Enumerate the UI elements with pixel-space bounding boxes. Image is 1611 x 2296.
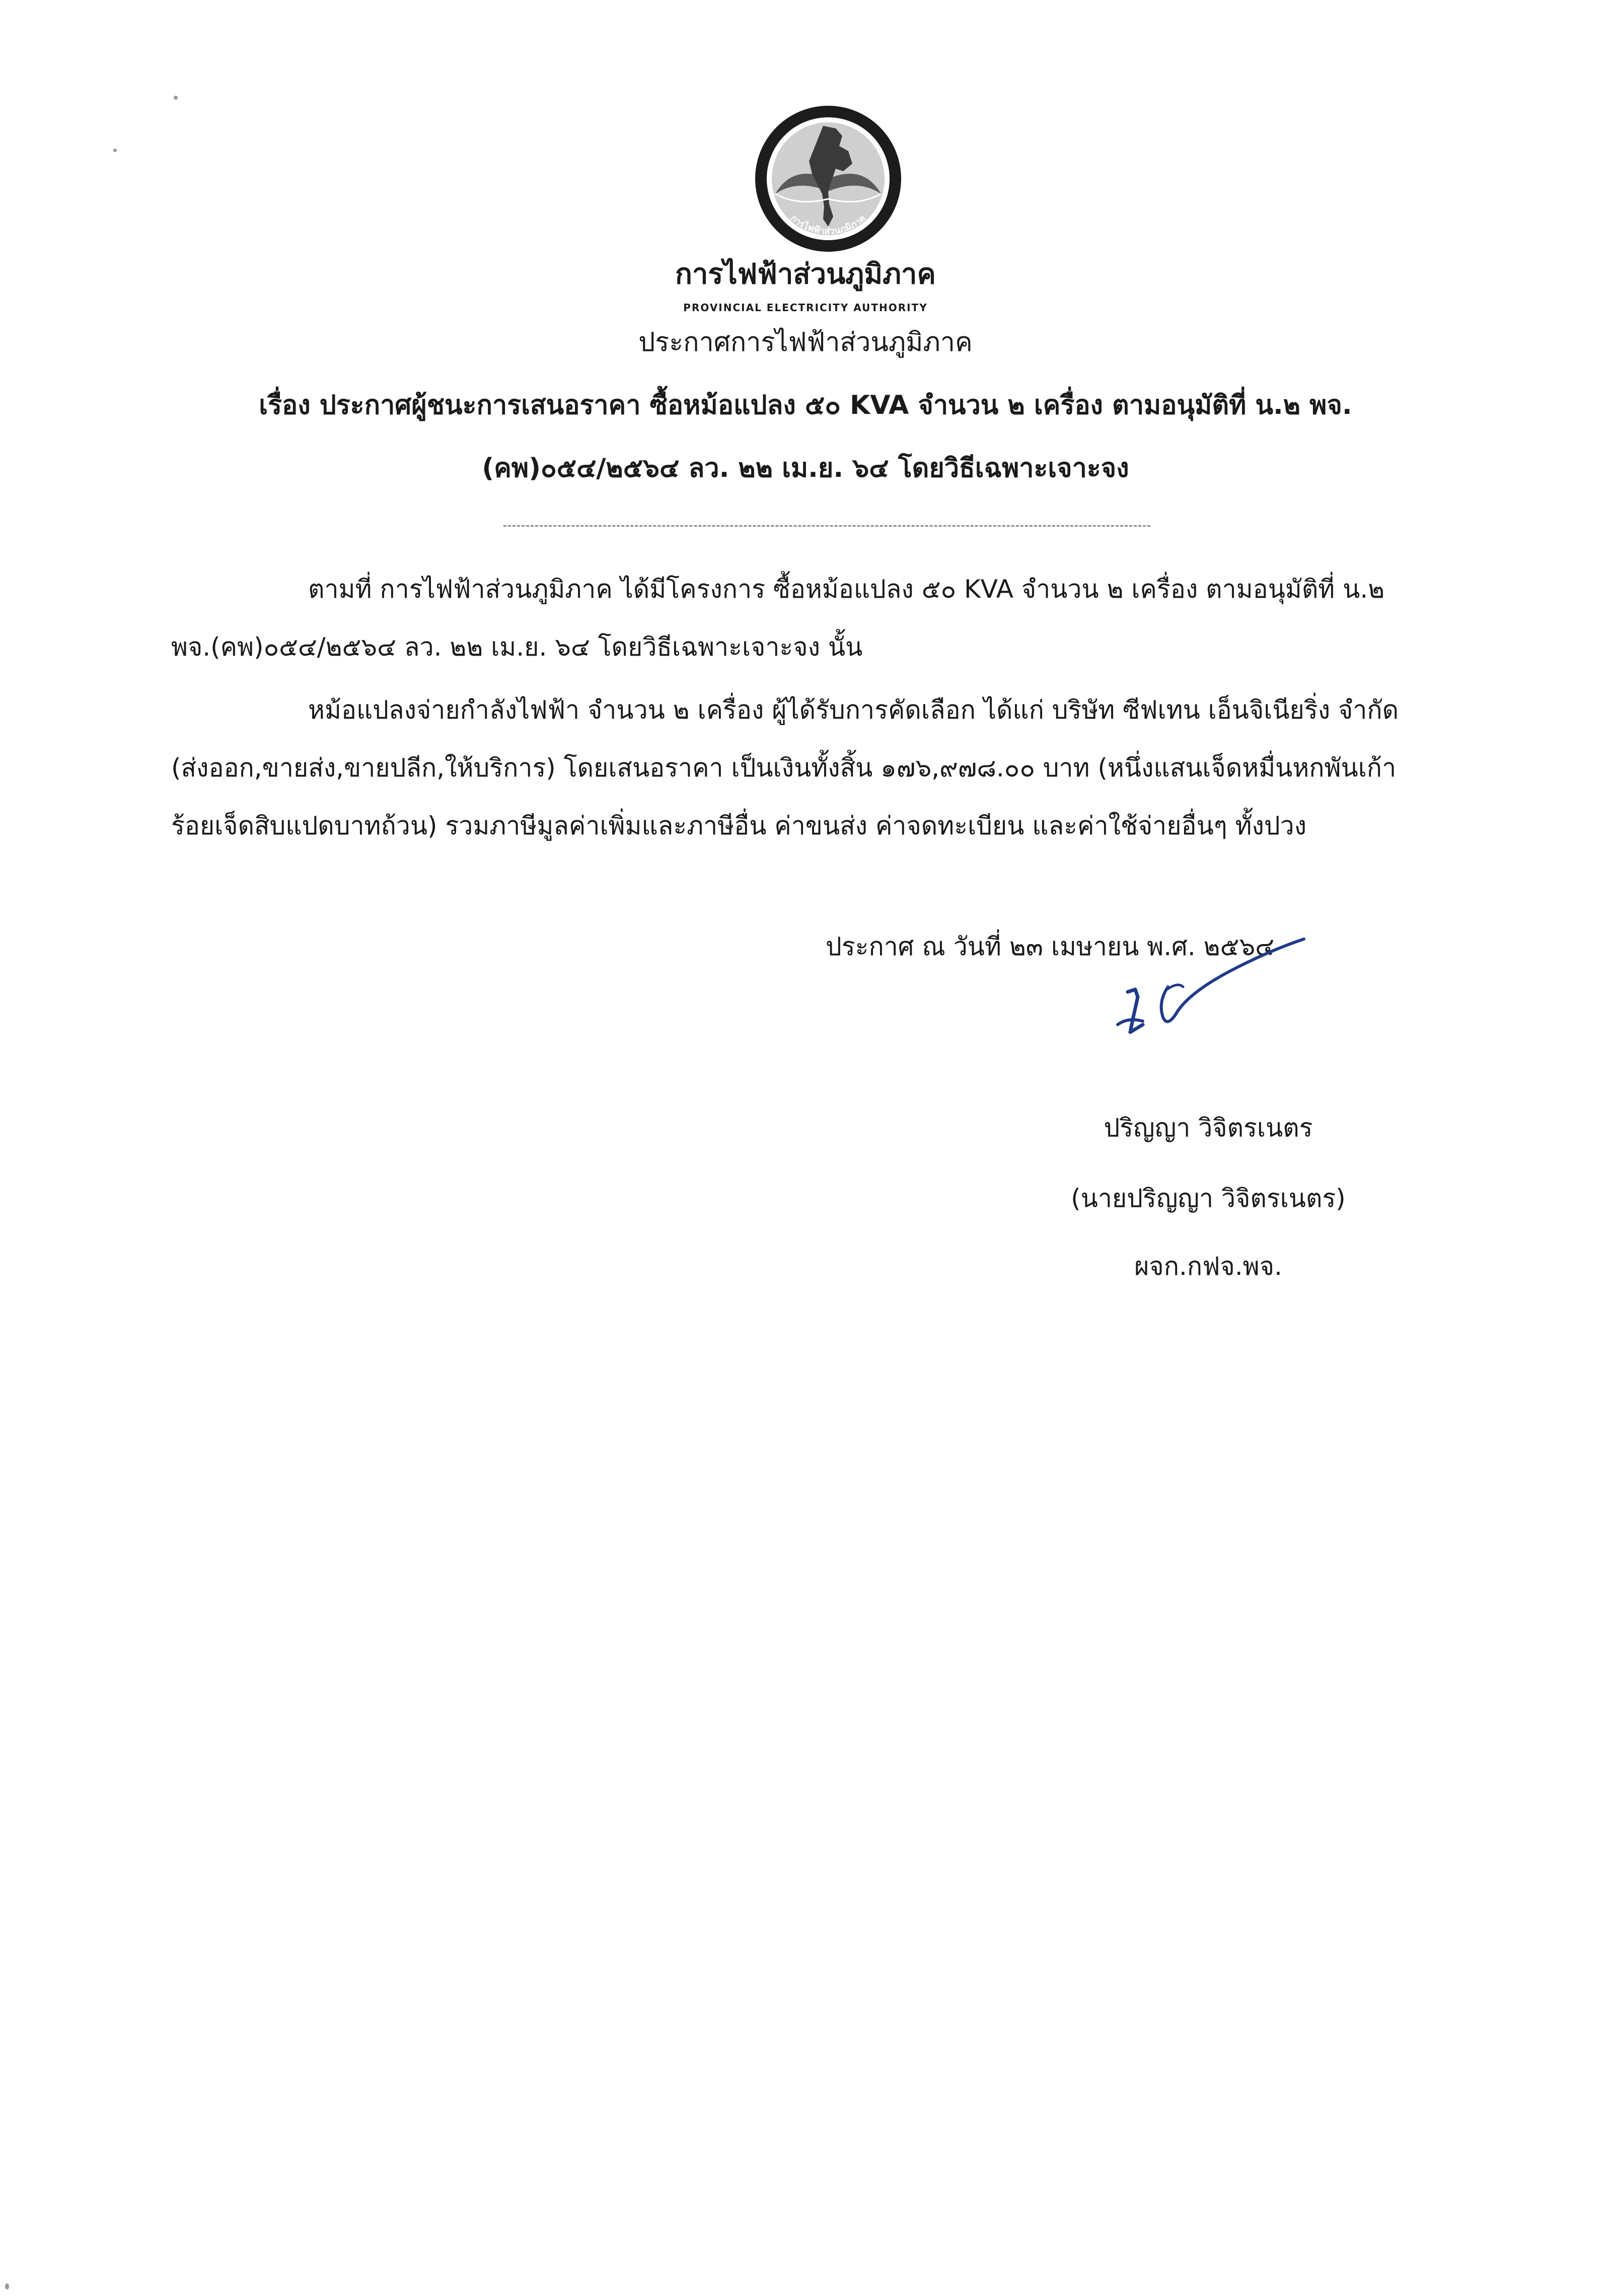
paragraph-1-line-2: พจ.(คพ)๐๕๔/๒๕๖๔ ลว. ๒๒ เม.ย. ๖๔ โดยวิธีเฉพาะเจาะจง นั้น xyxy=(171,632,863,662)
logo-ring-text: การไฟฟ้าส่วนภูมิภาค xyxy=(788,212,868,237)
org-name-english: PROVINCIAL ELECTRICITY AUTHORITY xyxy=(683,302,928,314)
scan-speck xyxy=(5,2283,9,2289)
pea-emblem-icon xyxy=(753,103,904,254)
subject-line-1: เรื่อง ประกาศผู้ชนะการเสนอราคา ซื้อหม้อแปลง ๕๐ KVA จำนวน ๒ เครื่อง ตามอนุมัติที่ น.๒ พจ. xyxy=(259,390,1352,420)
paragraph-2-line-3: ร้อยเจ็ดสิบแปดบาทถ้วน) รวมภาษีมูลค่าเพิ่มและภาษีอื่น ค่าขนส่ง ค่าจดทะเบียน และค่าใช้จ่ายอื่นๆ ทั้งปวง xyxy=(171,811,1307,840)
scan-speck xyxy=(174,96,178,100)
scan-speck xyxy=(113,149,117,152)
signer-name: ปริญญา วิจิตรเนตร xyxy=(1104,1113,1313,1142)
signer-full-name: (นายปริญญา วิจิตรเนตร) xyxy=(1071,1184,1346,1213)
org-name-thai: การไฟฟ้าส่วนภูมิภาค xyxy=(675,258,936,291)
paragraph-2-line-2: (ส่งออก,ขายส่ง,ขายปลีก,ให้บริการ) โดยเสนอราคา เป็นเงินทั้งสิ้น ๑๗๖,๙๗๘.๐๐ บาท (หนึ่งแสนเจ็ดหมื่นหกพันเก้า xyxy=(171,753,1397,782)
paragraph-1-line-1: ตามที่ การไฟฟ้าส่วนภูมิภาค ได้มีโครงการ ซื้อหม้อแปลง ๕๐ KVA จำนวน ๒ เครื่อง ตามอนุมัติที่ น.๒ xyxy=(308,575,1385,604)
announcement-title: ประกาศการไฟฟ้าส่วนภูมิภาค xyxy=(638,327,973,357)
subject-line-2: (คพ)๐๕๔/๒๕๖๔ ลว. ๒๒ เม.ย. ๖๔ โดยวิธีเฉพาะเจาะจง xyxy=(482,453,1129,483)
paragraph-2-line-1: หม้อแปลงจ่ายกำลังไฟฟ้า จำนวน ๒ เครื่อง ผู้ได้รับการคัดเลือก ได้แก่ บริษัท ซีฟเทน เอ็นจิเนียริ่ง จำกัด xyxy=(308,695,1399,725)
dashed-divider xyxy=(503,525,1150,527)
announcement-date: ประกาศ ณ วันที่ ๒๓ เมษายน พ.ศ. ๒๕๖๔ xyxy=(826,932,1275,961)
handwritten-signature xyxy=(1108,931,1329,1072)
signer-position: ผจก.กฟจ.พจ. xyxy=(1134,1252,1282,1281)
